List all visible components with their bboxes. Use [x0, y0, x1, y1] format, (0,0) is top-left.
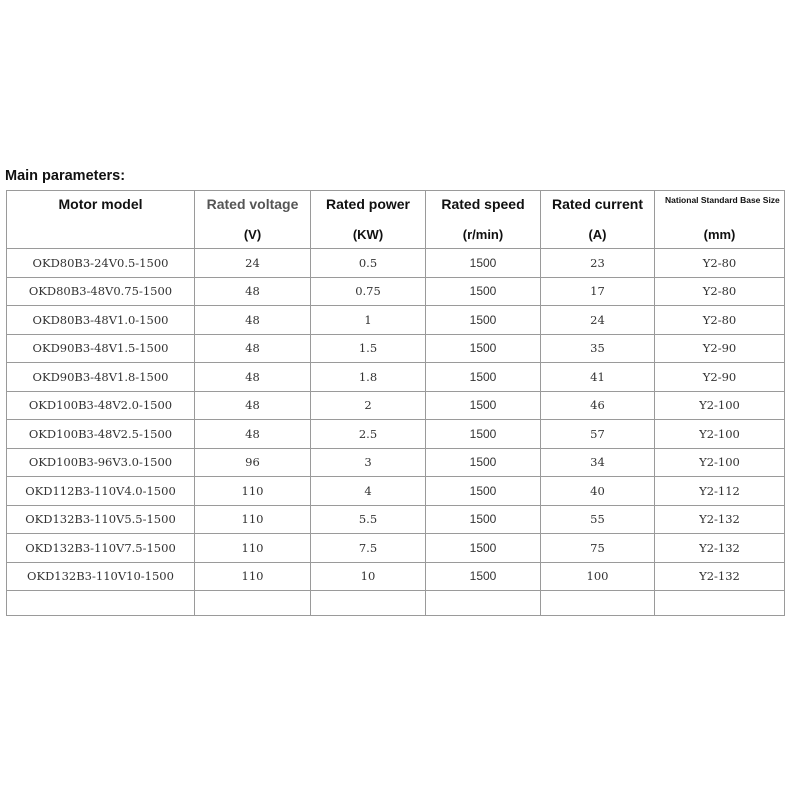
rated-voltage-cell: 110	[195, 534, 311, 563]
rated-speed-cell: 1500	[426, 534, 541, 563]
header-title: National Standard Base Size	[665, 195, 780, 205]
rated-current-cell: 35	[541, 334, 655, 363]
rated-power-cell: 3	[311, 448, 426, 477]
rated-speed-cell: 1500	[426, 249, 541, 278]
empty-cell	[311, 591, 426, 616]
rated-speed-cell: 1500	[426, 334, 541, 363]
table-row	[7, 391, 785, 420]
table-row	[7, 448, 785, 477]
rated-power-cell: 1.8	[311, 363, 426, 392]
page-heading: Main parameters:	[5, 168, 126, 184]
table-row	[7, 534, 785, 563]
rated-voltage-cell: 96	[195, 448, 311, 477]
rated-speed-cell: 1500	[426, 477, 541, 506]
base-size-cell: Y2-100	[655, 391, 785, 420]
motor-model-cell: OKD100B3-96V3.0-1500	[7, 448, 195, 477]
rated-current-cell: 23	[541, 249, 655, 278]
motor-model-cell: OKD132B3-110V5.5-1500	[7, 505, 195, 534]
rated-voltage-cell: 48	[195, 277, 311, 306]
header-title: Rated speed	[441, 196, 525, 212]
rated-voltage-cell: 48	[195, 306, 311, 335]
table-row	[7, 334, 785, 363]
rated-current-cell: 24	[541, 306, 655, 335]
rated-speed-cell: 1500	[426, 306, 541, 335]
table-row	[7, 477, 785, 506]
rated-current-cell: 41	[541, 363, 655, 392]
empty-cell	[195, 591, 311, 616]
header-cell-rated-speed	[426, 191, 541, 249]
header-cell-base-size	[655, 191, 785, 249]
rated-power-cell: 0.75	[311, 277, 426, 306]
table-row	[7, 562, 785, 591]
base-size-cell: Y2-80	[655, 249, 785, 278]
rated-current-cell: 75	[541, 534, 655, 563]
rated-current-cell: 34	[541, 448, 655, 477]
base-size-cell: Y2-132	[655, 562, 785, 591]
rated-power-cell: 1.5	[311, 334, 426, 363]
table-row	[7, 363, 785, 392]
table-row	[7, 306, 785, 335]
header-cell-motor-model	[7, 191, 195, 249]
base-size-cell: Y2-100	[655, 420, 785, 449]
header-cell-rated-power	[311, 191, 426, 249]
rated-power-cell: 4	[311, 477, 426, 506]
rated-power-cell: 5.5	[311, 505, 426, 534]
table-row	[7, 249, 785, 278]
base-size-cell: Y2-90	[655, 334, 785, 363]
base-size-cell: Y2-132	[655, 505, 785, 534]
rated-voltage-cell: 24	[195, 249, 311, 278]
header-cell-rated-current	[541, 191, 655, 249]
empty-cell	[655, 591, 785, 616]
rated-current-cell: 46	[541, 391, 655, 420]
rated-current-cell: 100	[541, 562, 655, 591]
header-unit: (r/min)	[462, 227, 504, 242]
header-cell-rated-voltage	[195, 191, 311, 249]
rated-voltage-cell: 110	[195, 562, 311, 591]
empty-cell	[7, 591, 195, 616]
rated-voltage-cell: 110	[195, 505, 311, 534]
rated-power-cell: 10	[311, 562, 426, 591]
rated-speed-cell: 1500	[426, 448, 541, 477]
motor-model-cell: OKD80B3-48V0.75-1500	[7, 277, 195, 306]
rated-power-cell: 0.5	[311, 249, 426, 278]
header-title: Rated power	[325, 196, 410, 212]
rated-speed-cell: 1500	[426, 562, 541, 591]
motor-model-cell: OKD80B3-24V0.5-1500	[7, 249, 195, 278]
rated-voltage-cell: 110	[195, 477, 311, 506]
rated-voltage-cell: 48	[195, 420, 311, 449]
rated-current-cell: 55	[541, 505, 655, 534]
motor-model-cell: OKD90B3-48V1.5-1500	[7, 334, 195, 363]
empty-table-row	[7, 591, 785, 616]
parameters-table	[6, 190, 785, 616]
motor-model-cell: OKD112B3-110V4.0-1500	[7, 477, 195, 506]
motor-model-cell: OKD90B3-48V1.8-1500	[7, 363, 195, 392]
rated-speed-cell: 1500	[426, 391, 541, 420]
header-title: Motor model	[58, 196, 143, 212]
base-size-cell: Y2-112	[655, 477, 785, 506]
motor-model-cell: OKD100B3-48V2.0-1500	[7, 391, 195, 420]
table-header-row	[7, 191, 785, 249]
base-size-cell: Y2-100	[655, 448, 785, 477]
motor-model-cell: OKD80B3-48V1.0-1500	[7, 306, 195, 335]
header-unit: (V)	[243, 227, 262, 242]
rated-voltage-cell: 48	[195, 334, 311, 363]
base-size-cell: Y2-90	[655, 363, 785, 392]
rated-voltage-cell: 48	[195, 391, 311, 420]
base-size-cell: Y2-80	[655, 277, 785, 306]
header-unit: (mm)	[703, 227, 736, 242]
header-title: Rated voltage	[206, 196, 299, 212]
rated-current-cell: 40	[541, 477, 655, 506]
motor-model-cell: OKD132B3-110V10-1500	[7, 562, 195, 591]
rated-speed-cell: 1500	[426, 505, 541, 534]
header-unit: (KW)	[352, 227, 384, 242]
motor-model-cell: OKD132B3-110V7.5-1500	[7, 534, 195, 563]
rated-voltage-cell: 48	[195, 363, 311, 392]
rated-speed-cell: 1500	[426, 363, 541, 392]
rated-power-cell: 1	[311, 306, 426, 335]
rated-current-cell: 17	[541, 277, 655, 306]
rated-speed-cell: 1500	[426, 420, 541, 449]
table-row	[7, 277, 785, 306]
rated-power-cell: 7.5	[311, 534, 426, 563]
table-row	[7, 505, 785, 534]
table-row	[7, 420, 785, 449]
empty-cell	[541, 591, 655, 616]
motor-model-cell: OKD100B3-48V2.5-1500	[7, 420, 195, 449]
header-unit: (A)	[588, 227, 607, 242]
rated-power-cell: 2.5	[311, 420, 426, 449]
rated-speed-cell: 1500	[426, 277, 541, 306]
header-title: Rated current	[551, 196, 644, 212]
base-size-cell: Y2-132	[655, 534, 785, 563]
base-size-cell: Y2-80	[655, 306, 785, 335]
rated-power-cell: 2	[311, 391, 426, 420]
rated-current-cell: 57	[541, 420, 655, 449]
empty-cell	[426, 591, 541, 616]
